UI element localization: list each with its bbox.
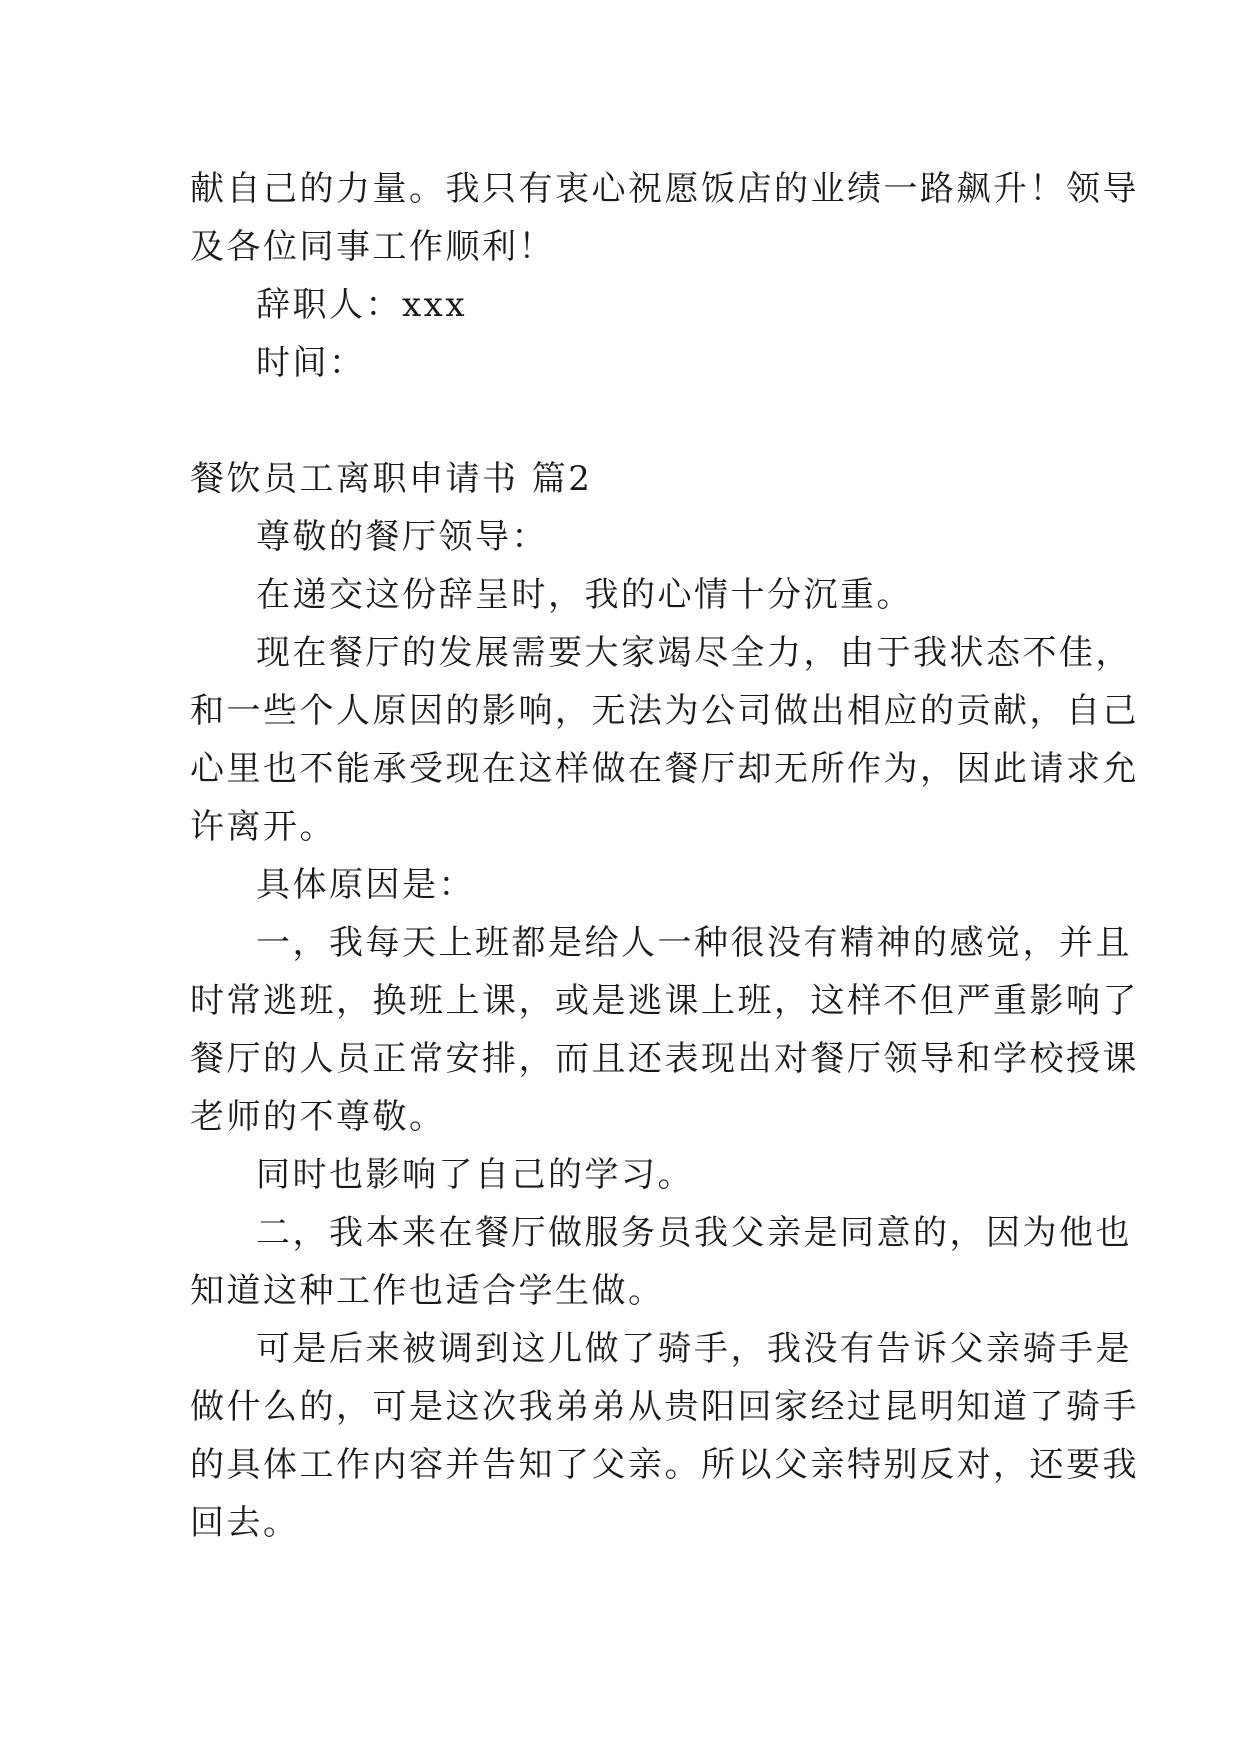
paragraph-line: 二，我本来在餐厅做服务员我父亲是同意的，因为他也 — [256, 1213, 1132, 1253]
paragraph-line: 同时也影响了自己的学习。 — [256, 1155, 694, 1195]
paragraph-line: 具体原因是： — [256, 865, 475, 905]
paragraph-line: 心里也不能承受现在这样做在餐厅却无所作为，因此请求允 — [190, 749, 1139, 789]
paragraph-line: 和一些个人原因的影响，无法为公司做出相应的贡献，自己 — [190, 691, 1139, 731]
paragraph-line: 一，我每天上班都是给人一种很没有精神的感觉，并且 — [256, 923, 1132, 963]
paragraph-line: 现在餐厅的发展需要大家竭尽全力，由于我状态不佳， — [256, 633, 1132, 673]
signer-line: 辞职人：xxx — [256, 285, 468, 325]
salutation: 尊敬的餐厅领导： — [256, 517, 548, 557]
paragraph-line: 的具体工作内容并告知了父亲。所以父亲特别反对，还要我 — [190, 1445, 1139, 1485]
paragraph-line: 许离开。 — [190, 807, 336, 847]
paragraph-line: 可是后来被调到这儿做了骑手，我没有告诉父亲骑手是 — [256, 1329, 1132, 1369]
paragraph-line: 在递交这份辞呈时，我的心情十分沉重。 — [256, 575, 913, 615]
paragraph-line: 老师的不尊敬。 — [190, 1097, 446, 1137]
paragraph-line: 餐厅的人员正常安排，而且还表现出对餐厅领导和学校授课 — [190, 1039, 1139, 1079]
section-title: 餐饮员工离职申请书 篇2 — [190, 459, 593, 499]
date-line: 时间： — [256, 343, 366, 383]
paragraph-line: 及各位同事工作顺利！ — [190, 227, 555, 267]
paragraph-line: 知道这种工作也适合学生做。 — [190, 1271, 665, 1311]
paragraph-line: 时常逃班，换班上课，或是逃课上班，这样不但严重影响了 — [190, 981, 1139, 1021]
paragraph-line: 做什么的，可是这次我弟弟从贵阳回家经过昆明知道了骑手 — [190, 1387, 1139, 1427]
paragraph-line: 献自己的力量。我只有衷心祝愿饭店的业绩一路飙升！领导 — [190, 169, 1139, 209]
paragraph-line: 回去。 — [190, 1503, 300, 1543]
document-page — [190, 160, 1139, 1552]
